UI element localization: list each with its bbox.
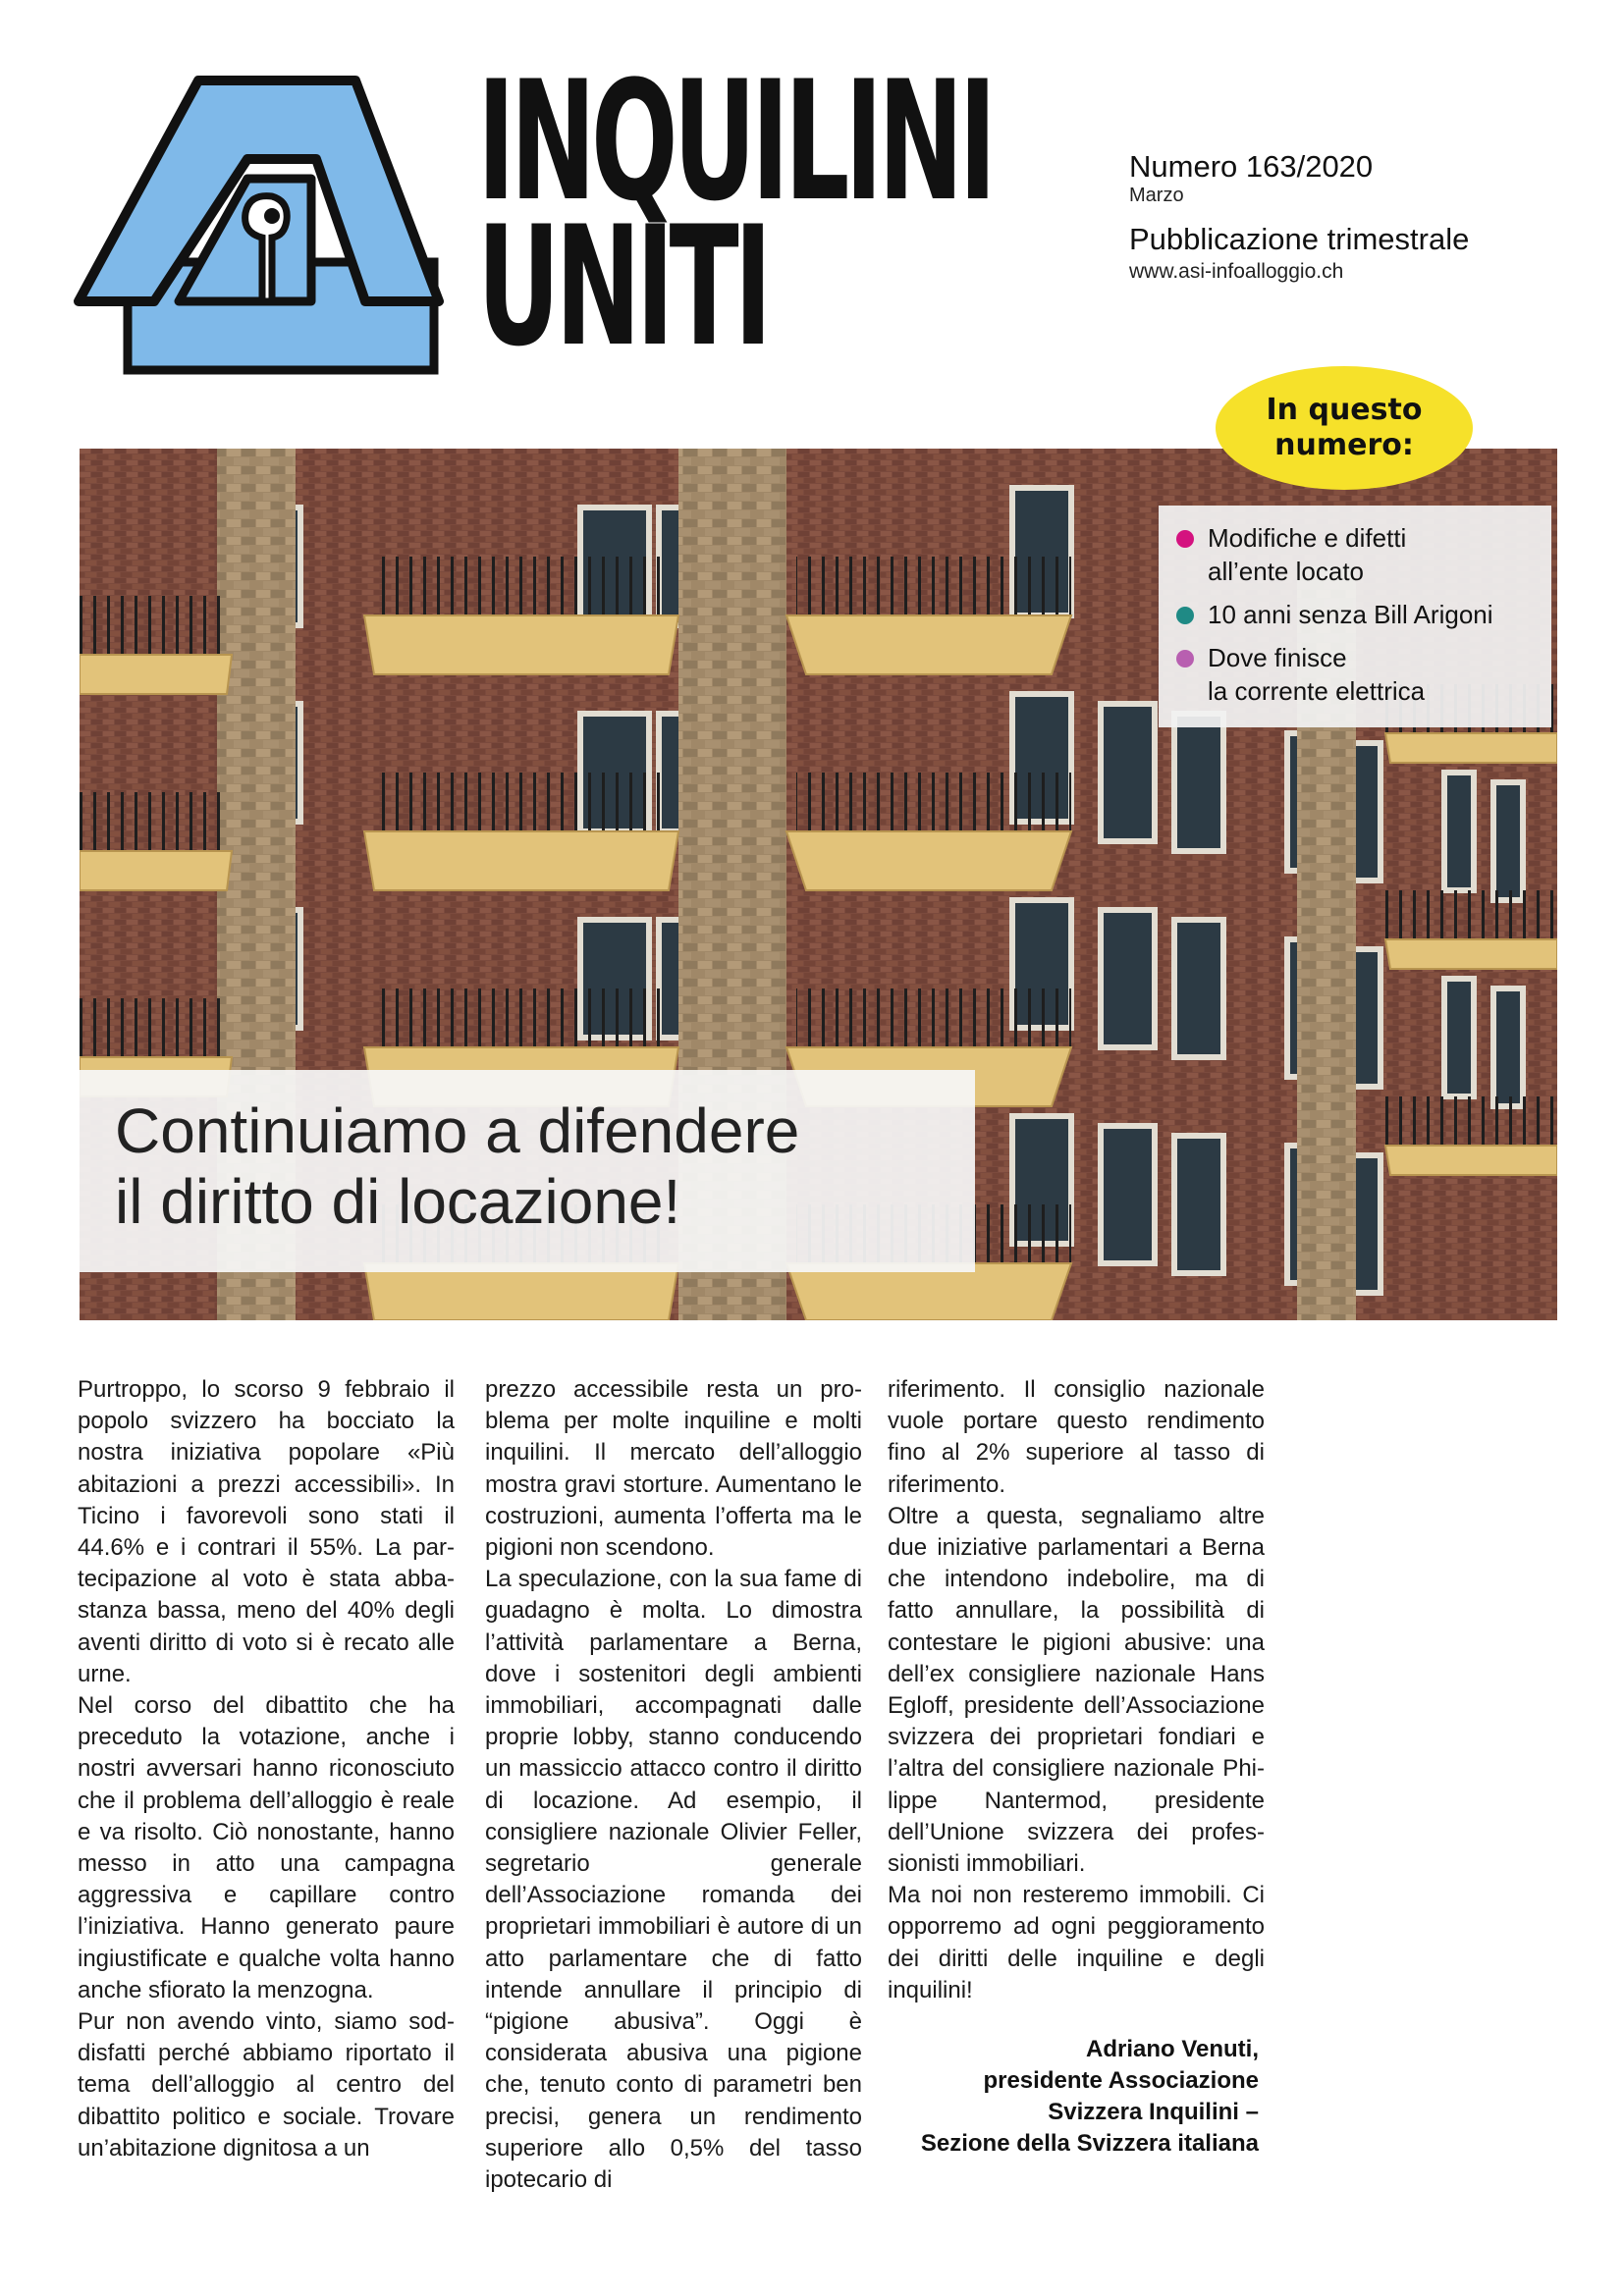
author-role: Sezione della Svizzera italiana bbox=[920, 2130, 1259, 2157]
teaser-item-text: Modifiche e difetti all’ente locato bbox=[1208, 523, 1407, 586]
article-column-1 bbox=[78, 1374, 455, 2164]
article-column-3 bbox=[888, 1374, 1265, 2006]
badge-line-2: numero: bbox=[1274, 428, 1414, 462]
author-role: presidente Associazione bbox=[983, 2067, 1259, 2094]
masthead-title-line2: UNITI bbox=[477, 190, 768, 383]
author-signature bbox=[835, 2034, 1259, 2160]
article-paragraph: Ma noi non resteremo immobili. Ci opporremo ad ogni peggioramento dei diritti delle inquiline e degli inquilini! bbox=[888, 1882, 1265, 2003]
article-paragraph: riferimento. Il consiglio nazionale vuole portare questo rendimento fino al 2% superiore al tasso di riferimento. bbox=[888, 1376, 1265, 1498]
teaser-item[interactable] bbox=[1176, 521, 1551, 588]
issue-info bbox=[1129, 149, 1581, 287]
headline: Continuiamo a difendere il diritto di locazione! bbox=[115, 1095, 800, 1237]
author-name: Adriano Venuti, bbox=[1085, 2036, 1259, 2062]
website-link[interactable]: www.asi-infoalloggio.ch bbox=[1129, 260, 1344, 283]
article-paragraph: Oltre a questa, segnaliamo altre due iniziative parlamentari a Berna che intendono indebolire, ma di fatto annullare, la possibilità di contestare le pigioni abusive: una dell’ex consigliere nazionale Hans Egloff, presidente dell’Associazione svizzera dei proprietari fondiari e l’altra del consigliere nazionale Philippe Nantermod, presidente dell’Unione svizzera dei professionisti immobiliari. bbox=[888, 1502, 1265, 1878]
teaser-item-text: Dove finisce la corrente elettrica bbox=[1208, 643, 1426, 706]
teaser-item-text: 10 anni senza Bill Arigoni bbox=[1208, 600, 1493, 629]
article-paragraph: prezzo accessibile resta un problema per molte inquiline e molti inquilini. Il mercato dell’alloggio mostra gravi storture. Aumentano le costruzioni, aumenta l’offerta ma le pigioni non scendono. bbox=[485, 1376, 862, 1562]
issue-number: Numero 163/2020 bbox=[1129, 149, 1374, 184]
teaser-item[interactable] bbox=[1176, 598, 1551, 631]
bullet-dot-icon bbox=[1176, 530, 1194, 548]
article-paragraph: Pur non avendo vinto, siamo soddisfatti perché abbiamo riportato il tema dell’alloggio al centro del dibattito politico e sociale. Trovare un’abitazione dignitosa a un bbox=[78, 2008, 455, 2162]
author-role: Svizzera Inquilini – bbox=[1048, 2099, 1259, 2125]
masthead-title-line1: INQUILINI bbox=[477, 45, 993, 238]
bullet-dot-icon bbox=[1176, 650, 1194, 667]
teaser-item[interactable] bbox=[1176, 641, 1551, 708]
masthead-title bbox=[477, 45, 993, 383]
in-this-issue-badge bbox=[1216, 366, 1473, 490]
issue-month: Marzo bbox=[1129, 185, 1184, 206]
article-column-2 bbox=[485, 1374, 862, 2196]
badge-line-1: In questo bbox=[1266, 393, 1423, 427]
in-this-issue-list bbox=[1159, 506, 1551, 727]
bullet-dot-icon bbox=[1176, 607, 1194, 624]
headline-box bbox=[80, 1070, 975, 1272]
article-paragraph: La speculazione, con la sua fame di guadagno è molta. Lo dimostra l’attività parlamentare a Berna, dove i sostenitori degli ambienti immobiliari, accompagnati dalle proprie lobby, stanno conducendo un massiccio attacco contro il diritto di locazione. Ad esempio, il consigliere nazionale Olivier Feller, segretario generale dell’Associazione romanda dei proprietari immobiliari è autore di un atto parlamentare che di fatto intende annullare il principio di “pigione abusiva”. Oggi è considerata abusiva una pigione che, tenuto conto di parametri ben precisi, genera un rendimento superiore allo 0,5% del tasso ipotecario di bbox=[485, 1566, 862, 2194]
publication-frequency: Pubblicazione trimestrale bbox=[1129, 222, 1470, 256]
house-logo-icon bbox=[71, 71, 444, 383]
article-paragraph: Nel corso del dibattito che ha preceduto la votazione, anche i nostri avversari hanno riconosciuto che il problema dell’alloggio è reale e va risolto. Ciò nonostante, hanno messo in atto una campagna aggressiva e capillare contro l’iniziativa. Hanno generato paure ingiustificate e qualche volta hanno anche sfiorato la menzogna. bbox=[78, 1692, 455, 2003]
article-paragraph: Purtroppo, lo scorso 9 febbraio il popolo svizzero ha bocciato la nostra iniziativa popolare «Più abitazioni a prezzi accessibili». In Ticino i favorevoli sono stati il 44.6% e i contrari il 55%. La partecipazione al voto è stata abbastanza bassa, meno del 40% degli aventi diritto di voto si è recato alle urne. bbox=[78, 1376, 455, 1687]
